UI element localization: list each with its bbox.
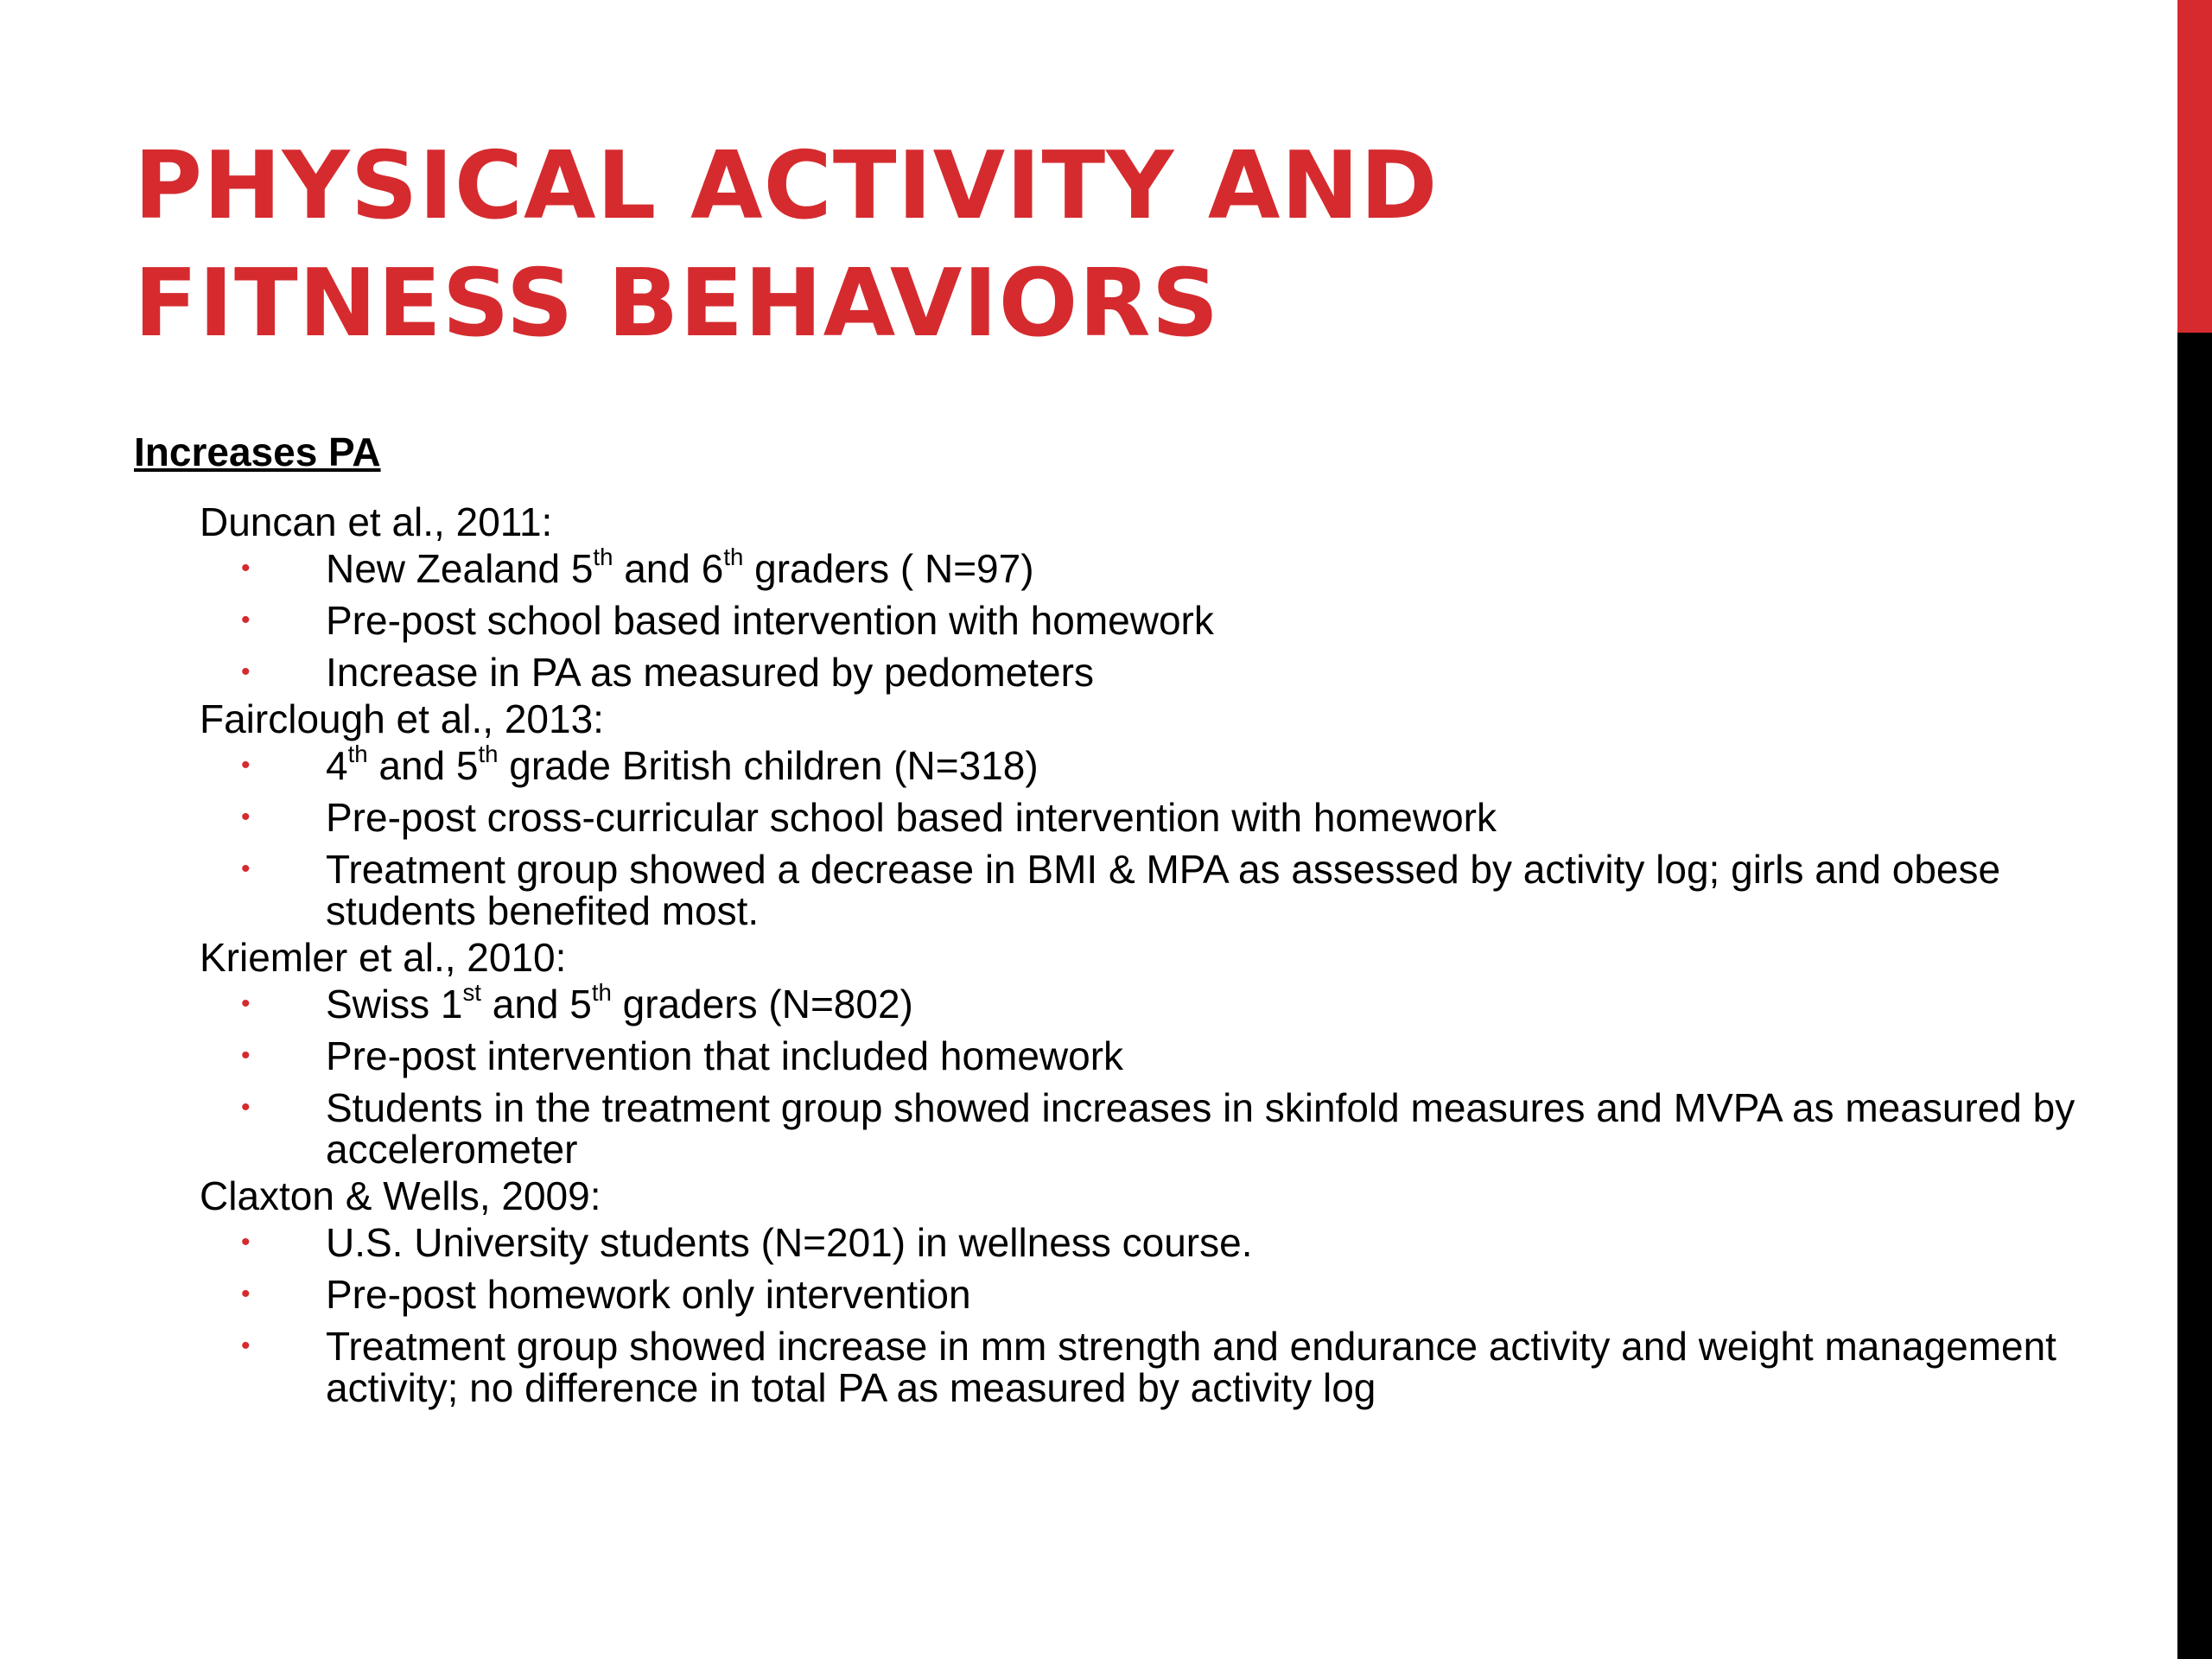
bullet-text: Pre-post cross-curricular school based intervention with homework [326, 795, 1497, 840]
ordinal-suffix: th [347, 740, 368, 767]
bullet-text: Treatment group showed increase in mm strength and endurance activity and weight management activity; no difference in total PA as measured by activity log [326, 1324, 2056, 1410]
bullet-dot-icon: • [241, 1228, 251, 1256]
bullet-item [134, 740, 2078, 788]
side-accent-bar-highlight [2177, 0, 2212, 333]
bullet-item [134, 797, 2078, 838]
study-list [134, 496, 2078, 1408]
bullet-dot-icon: • [241, 855, 251, 883]
bullet-dot-icon: • [241, 1093, 251, 1122]
section-heading: Increases PA [134, 429, 381, 474]
bullet-text: New Zealand 5 [326, 546, 594, 591]
bullet-list [134, 1222, 2078, 1408]
bullet-text: and 5 [480, 982, 592, 1027]
bullet-item [134, 1274, 2078, 1315]
bullet-item [134, 1087, 2078, 1170]
bullet-list [134, 543, 2078, 695]
bullet-dot-icon: • [241, 989, 251, 1018]
bullet-dot-icon: • [241, 658, 251, 686]
bullet-list [134, 740, 2078, 933]
ordinal-suffix: th [723, 543, 744, 570]
slide-title [134, 128, 2035, 363]
bullet-item [134, 652, 2078, 693]
study-block [134, 693, 2078, 931]
bullet-dot-icon: • [241, 803, 251, 831]
study-title: Fairclough et al., 2013: [200, 696, 604, 741]
bullet-text: Treatment group showed a decrease in BMI & MPA as assessed by activity log; girls and obese students benefited most. [326, 847, 2001, 933]
bullet-dot-icon: • [241, 1332, 251, 1360]
slide-title-line-1: PHYSICAL ACTIVITY AND [134, 132, 1439, 240]
ordinal-suffix: th [591, 978, 612, 1006]
bullet-item [134, 978, 2078, 1027]
slide-title-line-2: FITNESS BEHAVIORS [134, 250, 1220, 358]
bullet-item [134, 600, 2078, 641]
ordinal-suffix: th [593, 543, 613, 570]
bullet-dot-icon: • [241, 606, 251, 634]
bullet-text: graders (N=802) [611, 982, 913, 1027]
bullet-item [134, 849, 2078, 931]
bullet-item [134, 1035, 2078, 1077]
bullet-dot-icon: • [241, 1041, 251, 1070]
bullet-text: Increase in PA as measured by pedometers [326, 650, 1094, 695]
ordinal-suffix: th [478, 740, 499, 767]
study-title: Kriemler et al., 2010: [200, 935, 567, 980]
bullet-text: 4 [326, 743, 348, 788]
bullet-dot-icon: • [241, 751, 251, 779]
ordinal-suffix: st [462, 978, 481, 1006]
study-block [134, 1170, 2078, 1408]
bullet-text: Swiss 1 [326, 982, 463, 1027]
bullet-list [134, 978, 2078, 1172]
bullet-text: U.S. University students (N=201) in wellness course. [326, 1220, 1253, 1265]
study-title: Claxton & Wells, 2009: [200, 1173, 601, 1218]
bullet-text: Pre-post intervention that included homework [326, 1033, 1124, 1078]
bullet-text: grade British children (N=318) [498, 743, 1039, 788]
bullet-text: graders ( N=97) [743, 546, 1034, 591]
bullet-item [134, 543, 2078, 591]
bullet-text: Pre-post homework only intervention [326, 1272, 971, 1317]
bullet-text: and 6 [613, 546, 724, 591]
study-block [134, 931, 2078, 1170]
bullet-text: Pre-post school based intervention with homework [326, 598, 1214, 643]
bullet-dot-icon: • [241, 1280, 251, 1308]
slide-body [134, 427, 2078, 1408]
study-title: Duncan et al., 2011: [200, 499, 553, 544]
bullet-text: and 5 [367, 743, 479, 788]
bullet-dot-icon: • [241, 554, 251, 582]
bullet-text: Students in the treatment group showed increases in skinfold measures and MVPA as measured by accelerometer [326, 1085, 2075, 1172]
bullet-item [134, 1222, 2078, 1263]
study-block [134, 496, 2078, 693]
bullet-item [134, 1325, 2078, 1408]
